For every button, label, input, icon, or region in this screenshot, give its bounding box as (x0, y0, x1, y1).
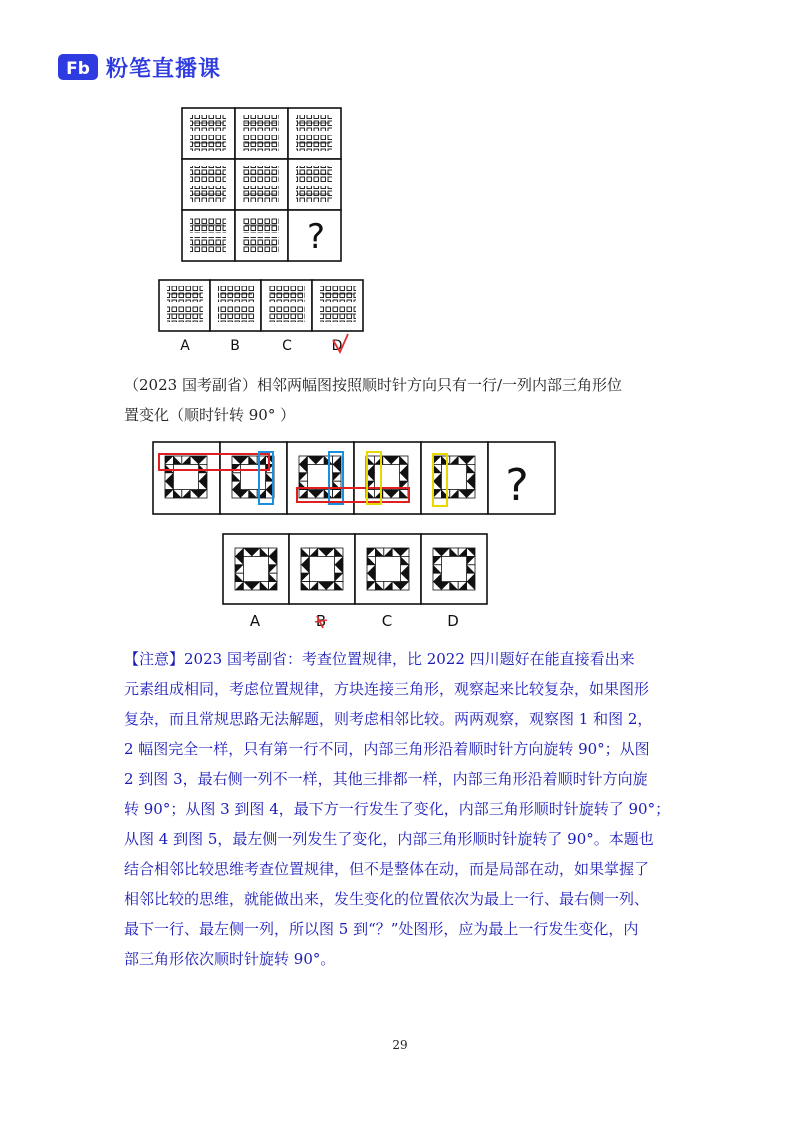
question-line: 置变化（顺时针转 90° ） (124, 406, 296, 424)
page-number: 29 (392, 1038, 408, 1052)
option-label-d: D (447, 612, 459, 630)
svg-text:Fb: Fb (66, 59, 90, 79)
note-line: 复杂，而且常规思路无法解题，则考虑相邻比较。两两观察，观察图 1 和图 2， (124, 710, 653, 728)
note-line: 【注意】2023 国考副省：考查位置规律，比 2022 四川题好在能直接看出来 (124, 650, 635, 668)
option-label-c: C (282, 338, 292, 354)
note-line: 最下一行、最左侧一列，所以图 5 到“？”处图形，应为最上一行发生变化，内 (124, 920, 639, 938)
note-line: 部三角形依次顺时针旋转 90°。 (124, 950, 336, 968)
option-box (355, 534, 421, 604)
fb-logo-icon (56, 52, 100, 82)
sequence-panel (220, 442, 287, 514)
sequence-figure (151, 440, 561, 518)
puzzle-grid-figure (180, 106, 345, 266)
note-line: 转 90°；从图 3 到图 4，最下方一行发生了变化，内部三角形顺时针旋转了 90°； (124, 800, 671, 818)
question-2-text (124, 370, 684, 430)
brand-logo (56, 50, 221, 84)
question-line: （2023 国考副省）相邻两幅图按照顺时针方向只有一行/一列内部三角形位 (124, 376, 622, 394)
note-line: 结合相邻比较思维考查位置规律，但不是整体在动，而是局部在动，如果掌握了 (124, 860, 650, 878)
sequence-question-mark: ? (505, 460, 529, 511)
note-line: 相邻比较的思维，就能做出来，发生变化的位置依次为最上一行、最右侧一列、 (124, 890, 650, 908)
note-line: 从图 4 到图 5，最左侧一列发生了变化，内部三角形顺时针旋转了 90°。本题也 (124, 830, 654, 848)
option-box (289, 534, 355, 604)
option-label-a: A (249, 612, 261, 630)
note-paragraph (124, 644, 689, 974)
sequence-panel (153, 442, 220, 514)
option-label-a: A (180, 338, 190, 354)
answer-options-figure-1 (157, 278, 367, 358)
sequence-panel (421, 442, 488, 514)
note-line: 2 幅图完全一样，只有第一行不同，内部三角形沿着顺时针方向旋转 90°；从图 (124, 740, 650, 758)
option-label-d: D (331, 338, 343, 354)
grid-question-mark: ? (306, 217, 326, 257)
option-label-b: B (315, 612, 327, 630)
note-line: 2 到图 3，最右侧一列不一样，其他三排都一样，内部三角形沿着顺时针方向旋 (124, 770, 648, 788)
option-label-b: B (230, 338, 240, 354)
sequence-panel (354, 442, 421, 514)
note-line: 元素组成相同，考虑位置规律，方块连接三角形，观察起来比较复杂，如果图形 (124, 680, 650, 698)
brand-name: 粉笔直播课 (106, 56, 222, 82)
option-box (223, 534, 289, 604)
answer-options-figure-2 (221, 532, 491, 632)
option-box (421, 534, 487, 604)
option-label-c: C (381, 612, 393, 630)
